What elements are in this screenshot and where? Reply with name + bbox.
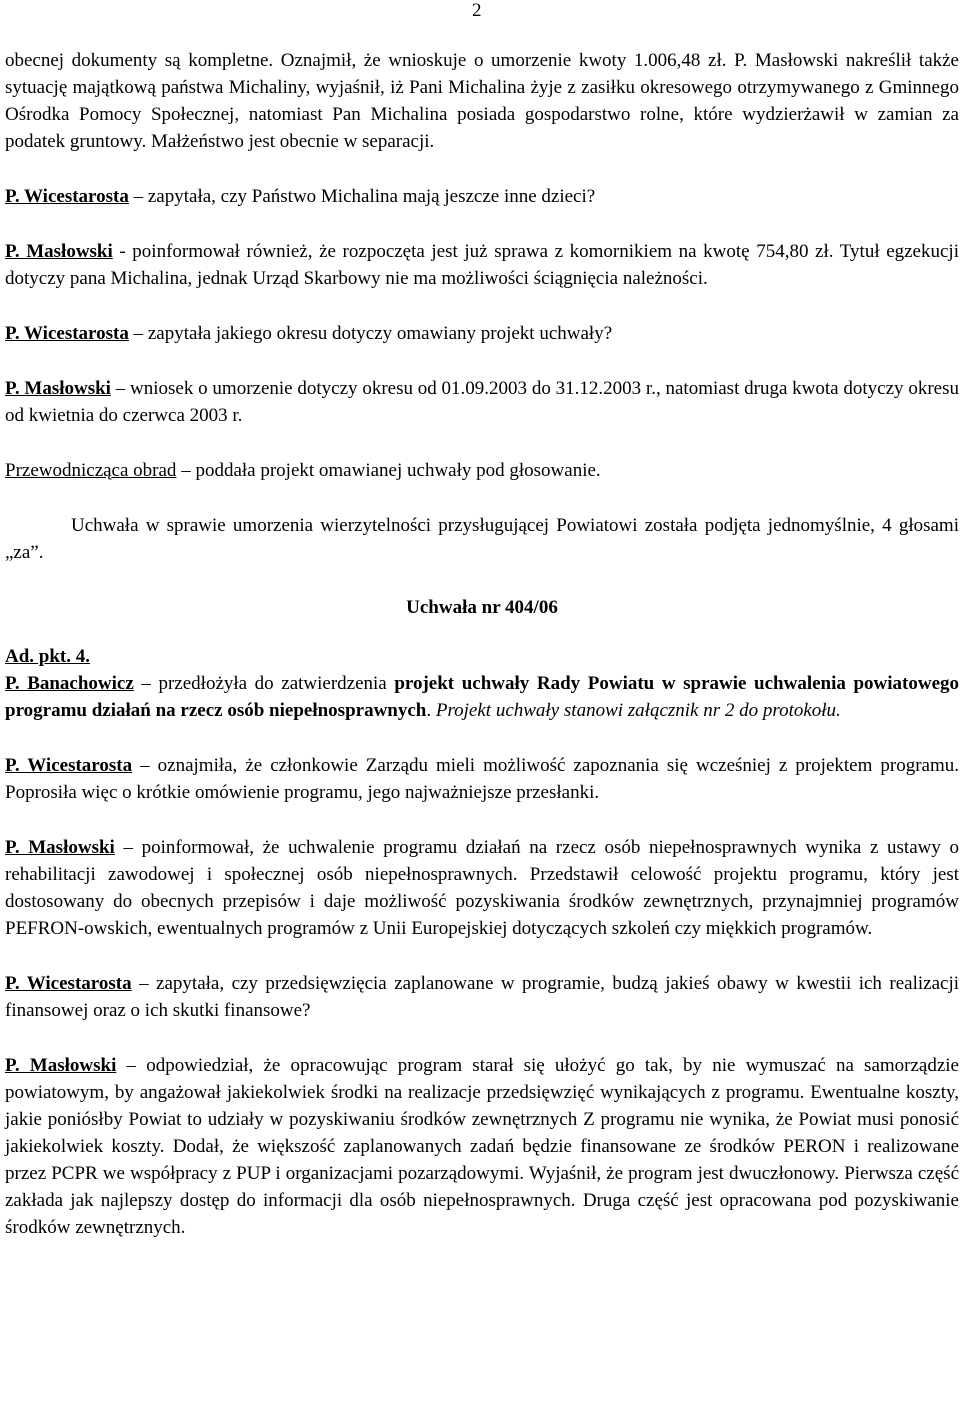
resolution-statement: Uchwała w sprawie umorzenia wierzytelności przysługującej Powiatowi została podjęta jednomyślnie, 4 głosami „za”. [5, 515, 959, 563]
speaker-name: P. Masłowski [5, 837, 115, 858]
paragraph-1 [5, 47, 959, 155]
paragraph-text: – poddała projekt omawianej uchwały pod głosowanie. [176, 460, 601, 481]
paragraph-text: obecnej dokumenty są kompletne. Oznajmił, że wnioskuje o umorzenie kwoty 1.006,48 zł. P. Masłowski nakreślił także sytuację majątkową państwa Michaliny, wyjaśnił, iż Pani Michalina żyje z zasiłku okresowego otrzymywanego z Gminnego Ośrodka Pomocy Społecznej, natomiast Pan Michalina posiada gospodarstwo rolne, które wydzierżawił w zamian za podatek gruntowy. Małżeństwo jest obecnie w separacji. [5, 50, 959, 152]
speaker-name: P. Wicestarosta [5, 323, 129, 344]
speaker-name: Przewodnicząca obrad [5, 460, 177, 481]
document-body [5, 47, 959, 1241]
paragraph-text: – odpowiedział, że opracowując program starał się ułożyć go tak, by nie wymuszać na samorządzie powiatowym, by angażował jakiekolwiek środki na realizacje przedsięwzięć wynikających z programu. Ewentualne koszty, jakie poniósłby Powiat to udziały w pozyskiwaniu środków zewnętrznych Z programu nie wynika, że Powiat musi ponosić jakiekolwiek koszty. Dodał, że większość zaplanowanych zadań będzie finansowane ze środków PERON i realizowane przez PCPR we współpracy z PUP i organizacjami pozarządowymi. Wyjaśnił, że program jest dwuczłonowy. Pierwsza część zakłada jak najlepszy dostęp do informacji dla osób niepełnosprawnych. Druga część jest opracowana pod pozyskiwanie środków zewnętrznych. [5, 1055, 959, 1238]
paragraph-text: – poinformował, że uchwalenie programu działań na rzecz osób niepełnosprawnych wynika z ustawy o rehabilitacji zawodowej i społecznej osób niepełnosprawnych. Przedstawił celowość projektu programu, który jest dostosowany do obecnych przepisów i daje możliwość pozyskiwania środków zewnętrznych, przynajmniej programów PEFRON-owskich, ewentualnych programów z Unii Europejskiej dotyczących szkoleń czy miękkich programów. [5, 837, 959, 939]
paragraph-text: - poinformował również, że rozpoczęta jest już sprawa z komornikiem na kwotę 754,80 zł. Tytuł egzekucji dotyczy pana Michalina, jednak Urząd Skarbowy nie ma możliwości ściągnięcia należności. [5, 241, 959, 289]
paragraph-5 [5, 375, 959, 429]
resolution-subject: projekt uchwały Rady Powiatu w sprawie uchwalenia powiatowego programu działań na rzecz osób niepełnosprawnych [5, 673, 960, 721]
paragraph-text: – zapytała, czy Państwo Michalina mają jeszcze inne dzieci? [128, 186, 596, 207]
page-number: 2 [472, 0, 482, 21]
speaker-name: P. Masłowski [5, 241, 113, 262]
paragraph-9 [5, 970, 959, 1024]
speaker-name: P. Masłowski [5, 1055, 117, 1076]
paragraph-4 [5, 320, 959, 347]
resolution-title: Uchwała nr 404/06 [406, 597, 558, 618]
paragraph-6 [5, 457, 959, 484]
paragraph-3 [5, 238, 959, 292]
speaker-name: P. Wicestarosta [5, 973, 132, 994]
speaker-name: P. Wicestarosta [5, 755, 133, 776]
paragraph-8 [5, 834, 959, 942]
paragraph-text: – oznajmiła, że członkowie Zarządu mieli możliwość zapoznania się wcześniej z projektem programu. Poprosiła więc o krótkie omówienie programu, jego najważniejsze przesłanki. [5, 755, 959, 803]
paragraph-text: . [426, 700, 436, 721]
attachment-note: Projekt uchwały stanowi załącznik nr 2 do protokołu. [435, 700, 841, 721]
paragraph-text: – zapytała jakiego okresu dotyczy omawiany projekt uchwały? [128, 323, 613, 344]
paragraph-item4 [5, 670, 959, 724]
agenda-item-heading: Ad. pkt. 4. [5, 646, 90, 667]
paragraph-10 [5, 1052, 959, 1241]
paragraph-2 [5, 183, 959, 210]
speaker-name: P. Banachowicz [5, 673, 134, 694]
paragraph-7 [5, 752, 959, 806]
paragraph-text: – wniosek o umorzenie dotyczy okresu od 01.09.2003 do 31.12.2003 r., natomiast druga kwota dotyczy okresu od kwietnia do czerwca 2003 r. [5, 378, 959, 426]
speaker-name: P. Wicestarosta [5, 186, 129, 207]
paragraph-text: – przedłożyła do zatwierdzenia [133, 673, 395, 694]
speaker-name: P. Masłowski [5, 378, 111, 399]
paragraph-text: – zapytała, czy przedsięwzięcia zaplanowane w programie, budzą jakieś obawy w kwestii ich realizacji finansowej oraz o ich skutki finansowe? [5, 973, 959, 1021]
